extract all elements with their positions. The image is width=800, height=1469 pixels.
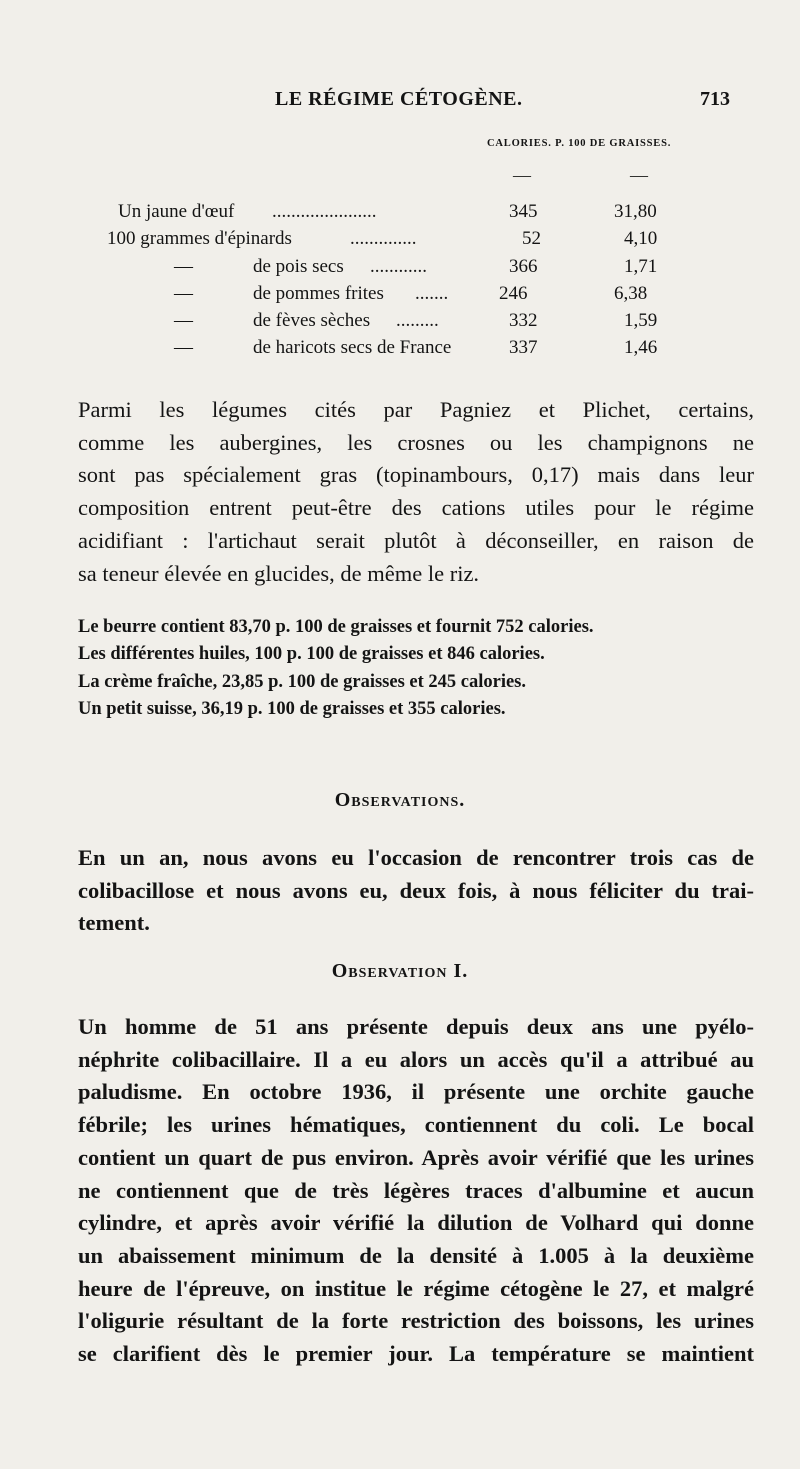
ditto-dash: —: [174, 255, 193, 277]
text-line: se clarifient dès le premier jour. La température se maintient: [78, 1341, 754, 1367]
row-label: Un jaune d'œuf: [118, 201, 235, 222]
fat-value: 1,71: [624, 255, 658, 277]
fat-value: 31,80: [614, 201, 657, 222]
calories-value: 332: [509, 310, 538, 332]
text-line: cylindre, et après avoir vérifié la dilution de Volhard qui donne: [78, 1210, 754, 1236]
note-line: Un petit suisse, 36,19 p. 100 de graisses et 355 calories.: [78, 698, 506, 719]
table-row: [0, 228, 800, 255]
text-line: sa teneur élevée en glucides, de même le riz.: [78, 560, 480, 586]
text-line: paludisme. En octobre 1936, il présente une orchite gauche: [78, 1079, 754, 1105]
section-heading-observations: Observations.: [334, 789, 466, 811]
calories-value: 246: [499, 282, 528, 304]
table-row: [0, 310, 800, 337]
column-dash-fat: —: [630, 165, 648, 185]
text-line: En un an, nous avons eu l'occasion de rencontrer trois cas de: [78, 845, 754, 870]
table-row: [0, 201, 800, 228]
calories-value: 345: [509, 201, 538, 222]
fat-content-notes: [78, 614, 758, 723]
row-label: de pois secs: [253, 255, 344, 277]
text-line: colibacillose et nous avons eu, deux fois, à nous féliciter du trai-: [78, 877, 754, 903]
leader-dots: .......: [415, 282, 449, 304]
ditto-dash: —: [174, 337, 193, 359]
running-head-title: LE RÉGIME CÉTOGÈNE.: [275, 88, 523, 110]
text-line: heure de l'épreuve, on institue le régime cétogène le 27, et malgré: [78, 1275, 754, 1301]
text-line: sont pas spécialement gras (topinambours, 0,17) mais dans leur: [78, 462, 754, 488]
nutrition-table: [0, 201, 800, 365]
calories-value: 366: [509, 255, 538, 277]
fat-value: 1,46: [624, 337, 658, 359]
text-line: ne contiennent que de très légères traces d'albumine et aucun: [78, 1177, 754, 1203]
paragraph-case-report: [78, 1011, 754, 1371]
table-row: [0, 256, 800, 283]
fat-value: 6,38: [614, 282, 648, 304]
text-line: contient un quart de pus environ. Après avoir vérifié que les urines: [78, 1144, 754, 1170]
row-label: de haricots secs de France: [253, 337, 452, 359]
column-dash-calories: —: [513, 165, 531, 185]
text-line: Parmi les légumes cités par Pagniez et Plichet, certains,: [78, 397, 754, 422]
row-label: de pommes frites: [253, 282, 384, 304]
leader-dots: .........: [396, 310, 439, 332]
leader-dots: ..............: [350, 228, 417, 250]
text-line: un abaissement minimum de la densité à 1.005 à la deuxième: [78, 1242, 754, 1268]
text-line: l'oligurie résultant de la forte restriction des boissons, les urines: [78, 1308, 754, 1334]
text-line: comme les aubergines, les crosnes ou les champignons ne: [78, 429, 754, 455]
row-label: 100 grammes d'épinards: [107, 228, 292, 250]
note-line: Les différentes huiles, 100 p. 100 de graisses et 846 calories.: [78, 644, 545, 665]
page-number: 713: [700, 88, 730, 110]
section-heading-observation-1: Observation I.: [331, 960, 469, 982]
table-row: [0, 337, 800, 364]
table-column-header: CALORIES. P. 100 DE GRAISSES.: [487, 138, 672, 149]
note-line: Le beurre contient 83,70 p. 100 de graisses et fournit 752 calories.: [78, 617, 594, 637]
text-line: composition entrent peut-être des cations utiles pour le régime: [78, 495, 754, 521]
text-line: néphrite colibacillaire. Il a eu alors un accès qu'il a attribué au: [78, 1046, 754, 1072]
note-line: La crème fraîche, 23,85 p. 100 de graisses et 245 calories.: [78, 671, 527, 692]
leader-dots: ......................: [272, 201, 377, 222]
text-line: tement.: [78, 910, 150, 936]
calories-value: 337: [509, 337, 538, 359]
ditto-dash: —: [174, 310, 193, 332]
text-line: Un homme de 51 ans présente depuis deux ans une pyélo-: [78, 1014, 754, 1039]
table-row: [0, 283, 800, 310]
calories-value: 52: [522, 228, 541, 250]
row-label: de fèves sèches: [253, 310, 371, 332]
text-line: fébrile; les urines hématiques, contiennent du coli. Le bocal: [78, 1112, 754, 1138]
leader-dots: ............: [370, 255, 427, 277]
text-line: acidifiant : l'artichaut serait plutôt à déconseiller, en raison de: [78, 527, 754, 553]
paragraph-legumes: [78, 394, 754, 590]
paragraph-colibacillose: [78, 842, 754, 940]
fat-value: 1,59: [624, 310, 658, 332]
fat-value: 4,10: [624, 228, 658, 250]
running-head: [0, 88, 800, 122]
ditto-dash: —: [174, 282, 193, 304]
